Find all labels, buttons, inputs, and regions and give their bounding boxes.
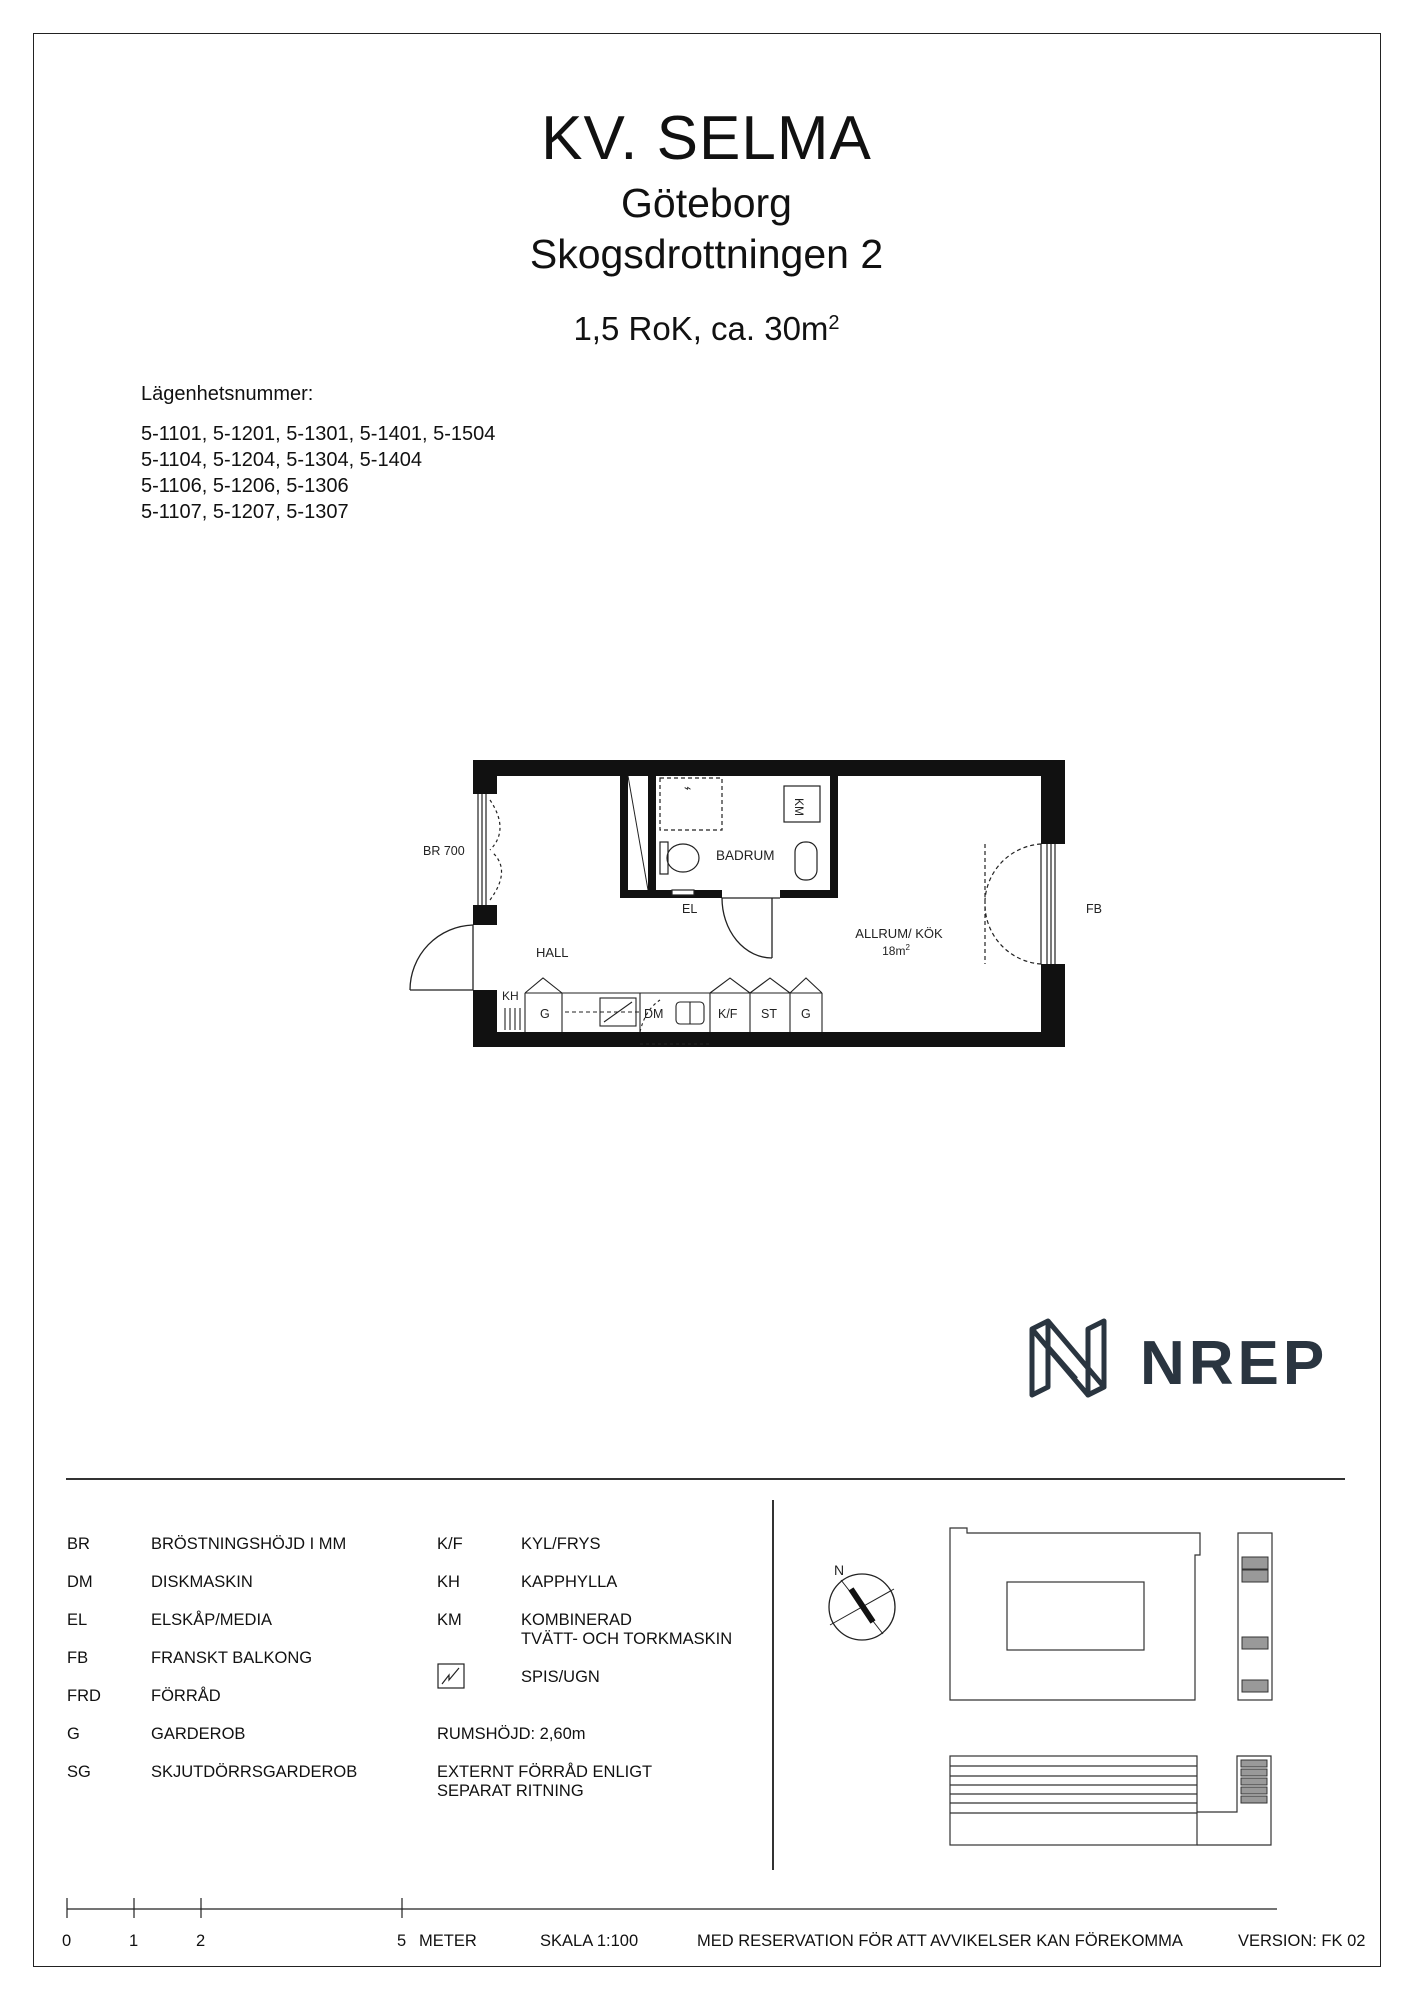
legend-text: FRANSKT BALKONG (151, 1649, 313, 1667)
external-storage-note: SEPARAT RITNING (437, 1782, 584, 1800)
legend-text: SKJUTDÖRRSGARDEROB (151, 1763, 358, 1781)
label-allrum: ALLRUM/ KÖK (855, 926, 943, 941)
wall-right-upper (1041, 760, 1065, 844)
legend-abbr: KH (437, 1573, 460, 1591)
legend-text: BRÖSTNINGSHÖJD I MM (151, 1535, 347, 1553)
apartment-size-text: 1,5 RoK, ca. 30m (573, 310, 829, 347)
label-km: KM (792, 798, 806, 816)
legend-text: GARDEROB (151, 1725, 246, 1743)
compass (818, 1555, 898, 1645)
legend-divider (772, 1500, 774, 1870)
footer-separator (66, 1478, 1345, 1480)
bath-wall-left (620, 768, 628, 898)
wall-top (473, 760, 1065, 776)
legend-text: ELSKÅP/MEDIA (151, 1611, 273, 1629)
apartment-numbers-label: Lägenhetsnummer: (141, 383, 314, 405)
legend-abbr: FRD (67, 1687, 101, 1705)
legend-abbr: KM (437, 1611, 462, 1629)
site-highlight (1242, 1637, 1268, 1649)
legend-abbr: G (67, 1725, 80, 1743)
entry-door (410, 925, 473, 990)
french-balcony-doors (985, 844, 1055, 964)
label-allrum-area (882, 943, 910, 958)
site-highlight (1242, 1680, 1268, 1692)
label-allrum-area-sup: 2 (905, 943, 910, 952)
label-g1: G (540, 1007, 550, 1021)
label-allrum-area-value: 18m (882, 944, 906, 958)
shower-icon: ⌁ (684, 781, 692, 795)
shaft (628, 776, 648, 890)
label-br: BR 700 (423, 844, 465, 858)
nrep-logo-text: NREP (1140, 1329, 1329, 1398)
scale-tick-label: 5 (397, 1932, 407, 1950)
room-height: RUMSHÖJD: 2,60m (437, 1725, 586, 1743)
external-storage-note: EXTERNT FÖRRÅD ENLIGT (437, 1763, 653, 1781)
reservation-note: MED RESERVATION FÖR ATT AVVIKELSER KAN FÖREKOMMA (697, 1932, 1183, 1950)
site-building-a (950, 1528, 1200, 1700)
site-elevation-a (950, 1756, 1197, 1845)
apartment-numbers-row: 5-1101, 5-1201, 5-1301, 5-1401, 5-1504 (141, 423, 496, 445)
bathroom-fixtures (660, 778, 820, 895)
label-kf: K/F (718, 1007, 738, 1021)
version-label: VERSION: FK 02 (1238, 1932, 1366, 1950)
wall-right-lower (1041, 964, 1065, 1047)
bathroom-door (722, 898, 780, 958)
nrep-logo-mark (1026, 1317, 1126, 1407)
label-g2: G (801, 1007, 811, 1021)
label-fb: FB (1086, 902, 1102, 916)
legend-text: FÖRRÅD (151, 1687, 221, 1705)
bath-wall-bottom-a (620, 890, 722, 898)
scale-bar (60, 1896, 1290, 1926)
apartment-size-sup: 2 (828, 312, 840, 334)
project-title: KV. SELMA (541, 104, 872, 173)
site-highlight (1241, 1778, 1267, 1785)
legend-abbr: K/F (437, 1535, 463, 1553)
site-courtyard (1007, 1582, 1144, 1650)
legend-abbr: BR (67, 1535, 90, 1553)
legend-abbr: FB (67, 1649, 89, 1667)
compass-needle-icon (851, 1589, 873, 1622)
bath-wall-inner (648, 768, 656, 898)
legend-text: TVÄTT- OCH TORKMASKIN (521, 1630, 733, 1648)
label-dm: DM (644, 1007, 664, 1021)
label-el: EL (682, 902, 698, 916)
legend-text: KOMBINERAD (521, 1611, 632, 1629)
street-address: Skogsdrottningen 2 (529, 231, 884, 277)
legend-abbr: SG (67, 1763, 91, 1781)
apartment-numbers-row: 5-1106, 5-1206, 5-1306 (141, 475, 349, 497)
toilet (667, 844, 699, 872)
scale-tick-label: 0 (62, 1932, 72, 1950)
wall-bottom (473, 1032, 1065, 1047)
scale-ratio: SKALA 1:100 (540, 1932, 639, 1950)
site-key-plan (945, 1525, 1295, 1855)
wall-left-upper (473, 760, 497, 794)
sink (795, 842, 817, 880)
legend-text: DISKMASKIN (151, 1573, 253, 1591)
legend-text: SPIS/UGN (521, 1668, 600, 1686)
apartment-numbers-row: 5-1104, 5-1204, 5-1304, 5-1404 (141, 449, 422, 471)
wall-left-mid (473, 905, 497, 925)
legend-text: KAPPHYLLA (521, 1573, 618, 1591)
compass-north-label: N (834, 1562, 845, 1578)
site-highlight (1241, 1787, 1267, 1794)
scale-tick-label: 2 (196, 1932, 206, 1950)
window-left (478, 794, 502, 905)
bath-wall-right (830, 768, 838, 898)
bath-wall-bottom-b (780, 890, 838, 898)
label-st: ST (761, 1007, 777, 1021)
site-highlight (1241, 1760, 1267, 1767)
site-highlight (1242, 1557, 1268, 1569)
scale-tick-label: 1 (129, 1932, 139, 1950)
legend-abbr: DM (67, 1573, 93, 1591)
site-highlight (1242, 1570, 1268, 1582)
legend-text: KYL/FRYS (521, 1535, 601, 1553)
stove-symbol-icon (437, 1663, 465, 1689)
site-highlight (1241, 1769, 1267, 1776)
label-hall: HALL (536, 945, 569, 960)
label-kh: KH (502, 989, 519, 1003)
label-badrum: BADRUM (716, 848, 775, 863)
scale-unit: METER (419, 1932, 477, 1950)
city-name: Göteborg (621, 180, 792, 226)
apartment-numbers-row: 5-1107, 5-1207, 5-1307 (141, 501, 349, 523)
site-highlight (1241, 1796, 1267, 1803)
wall-left-lower (473, 990, 497, 1047)
legend-abbr: EL (67, 1611, 88, 1629)
